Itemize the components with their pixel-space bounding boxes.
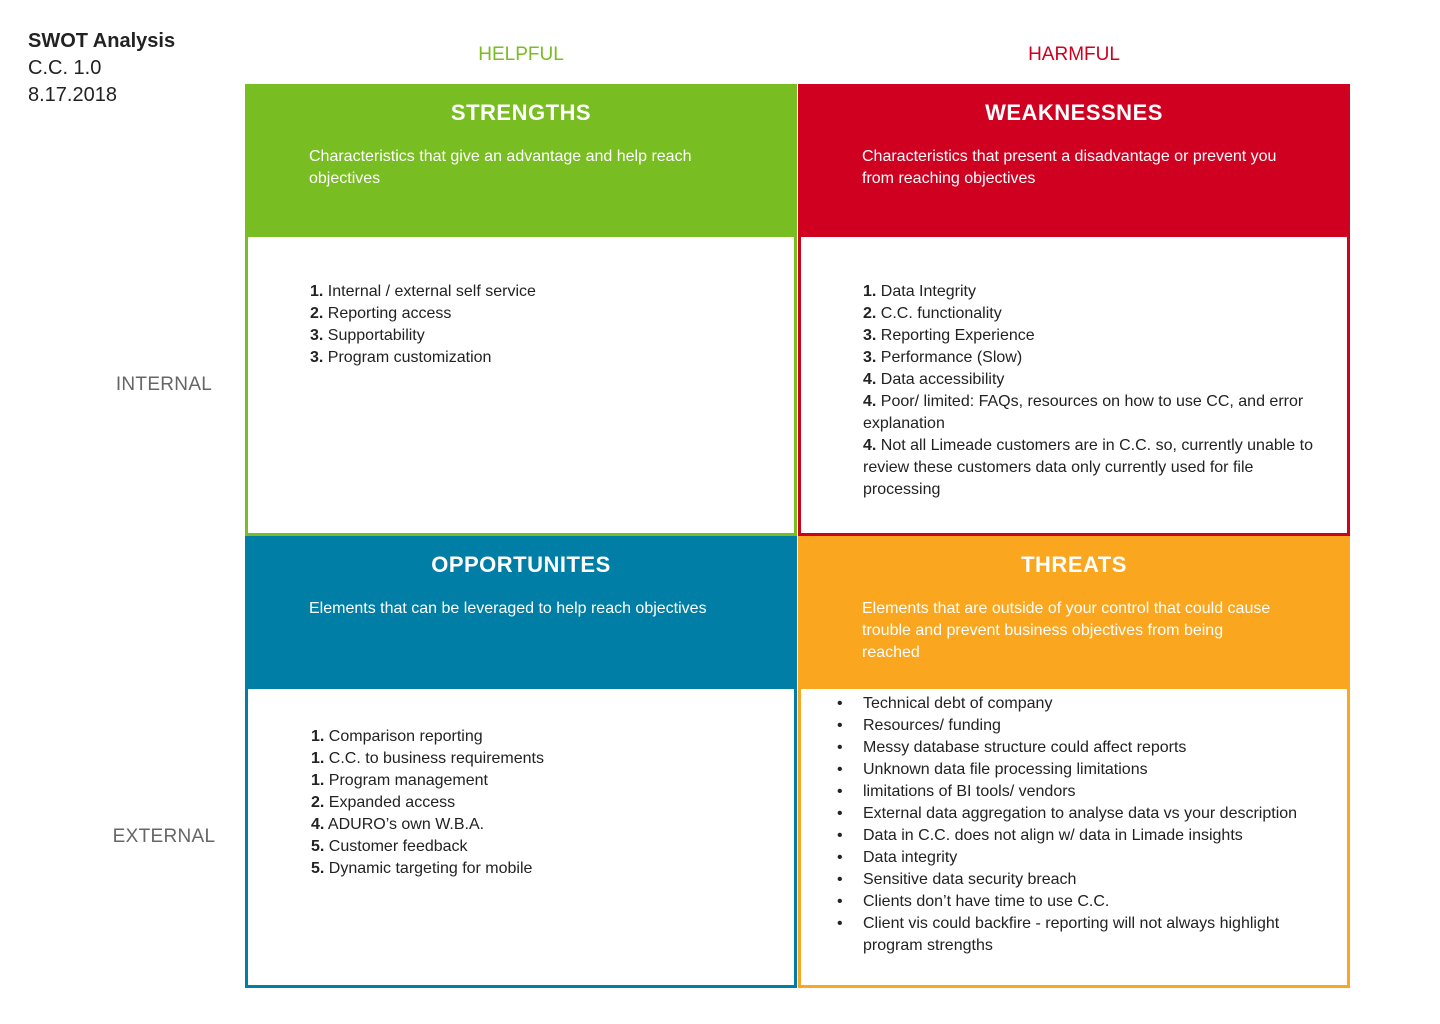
document-version: C.C. 1.0 xyxy=(28,57,102,79)
opportunities-title: OPPORTUNITES xyxy=(431,552,611,577)
list-item: • Clients don’t have time to use C.C. xyxy=(837,891,1307,913)
opportunities-list xyxy=(311,726,751,880)
list-item: 2. Expanded access xyxy=(311,794,456,811)
column-label-harmful: HARMFUL xyxy=(1028,44,1120,65)
list-item: • Sensitive data security breach xyxy=(837,869,1307,891)
threats-title: THREATS xyxy=(1021,552,1127,577)
list-item: 3. Performance (Slow) xyxy=(863,349,1023,366)
column-label-helpful: HELPFUL xyxy=(478,44,564,65)
bullet-icon: • xyxy=(837,761,843,778)
bullet-icon: • xyxy=(837,827,843,844)
opportunities-description: Elements that can be leveraged to help reach objectives xyxy=(309,600,707,617)
list-item: 4. Data accessibility xyxy=(863,371,1005,388)
list-item: 2. Reporting access xyxy=(310,305,452,322)
strengths-description: Characteristics that give an advantage and help reach objectives xyxy=(309,148,692,187)
row-label-external: EXTERNAL xyxy=(112,826,216,847)
list-item: 4. ADURO’s own W.B.A. xyxy=(311,816,485,833)
weaknesses-header xyxy=(798,84,1350,234)
strengths-list xyxy=(310,281,750,369)
bullet-icon: • xyxy=(837,805,843,822)
bullet-icon: • xyxy=(837,849,843,866)
list-item: • Resources/ funding xyxy=(837,715,1307,737)
list-item: 3. Program customization xyxy=(310,349,492,366)
strengths-body xyxy=(245,234,797,536)
document-date: 8.17.2018 xyxy=(28,84,117,106)
list-item: 5. Dynamic targeting for mobile xyxy=(311,860,533,877)
list-item: 1. C.C. to business requirements xyxy=(311,750,544,767)
list-item: 1. Comparison reporting xyxy=(311,728,483,745)
threats-description: Elements that are outside of your control that could cause trouble and prevent business objectives from being reached xyxy=(862,600,1271,661)
weaknesses-title: WEAKNESSNES xyxy=(985,100,1163,125)
bullet-icon: • xyxy=(837,783,843,800)
list-item: • Messy database structure could affect reports xyxy=(837,737,1307,759)
row-label-internal: INTERNAL xyxy=(115,374,213,395)
list-item: • Technical debt of company xyxy=(837,693,1307,715)
bullet-icon: • xyxy=(837,893,843,910)
list-item: 1. Program management xyxy=(311,772,488,789)
weaknesses-list xyxy=(863,281,1315,501)
threats-header xyxy=(798,536,1350,686)
list-item: • Data integrity xyxy=(837,847,1307,869)
list-item: • External data aggregation to analyse data vs your description xyxy=(837,803,1307,825)
list-item: 3. Supportability xyxy=(310,327,425,344)
list-item: 4. Poor/ limited: FAQs, resources on how to use CC, and error explanation xyxy=(863,393,1304,432)
bullet-icon: • xyxy=(837,739,843,756)
bullet-icon: • xyxy=(837,717,843,734)
weaknesses-body xyxy=(798,234,1350,536)
list-item: 1. Data Integrity xyxy=(863,283,976,300)
list-item: 4. Not all Limeade customers are in C.C. so, currently unable to review these customers data only currently used for file processing xyxy=(863,437,1313,498)
threats-list xyxy=(837,693,1307,957)
bullet-icon: • xyxy=(837,915,843,932)
opportunities-body xyxy=(245,686,797,988)
strengths-title: STRENGTHS xyxy=(450,100,592,125)
list-item: • limitations of BI tools/ vendors xyxy=(837,781,1307,803)
list-item: • Unknown data file processing limitations xyxy=(837,759,1307,781)
document-title-block xyxy=(28,28,175,109)
list-item: 3. Reporting Experience xyxy=(863,327,1035,344)
list-item: 2. C.C. functionality xyxy=(863,305,1002,322)
list-item: • Client vis could backfire - reporting will not always highlight program strengths xyxy=(837,915,1280,954)
threats-body xyxy=(798,686,1350,988)
opportunities-header xyxy=(245,536,797,686)
strengths-header xyxy=(245,84,797,234)
weaknesses-description: Characteristics that present a disadvantage or prevent you from reaching objectives xyxy=(862,148,1277,187)
list-item: • Data in C.C. does not align w/ data in Limade insights xyxy=(837,825,1307,847)
bullet-icon: • xyxy=(837,871,843,888)
list-item: 1. Internal / external self service xyxy=(310,283,536,300)
bullet-icon: • xyxy=(837,695,843,712)
list-item: 5. Customer feedback xyxy=(311,838,468,855)
document-title: SWOT Analysis xyxy=(28,30,176,52)
